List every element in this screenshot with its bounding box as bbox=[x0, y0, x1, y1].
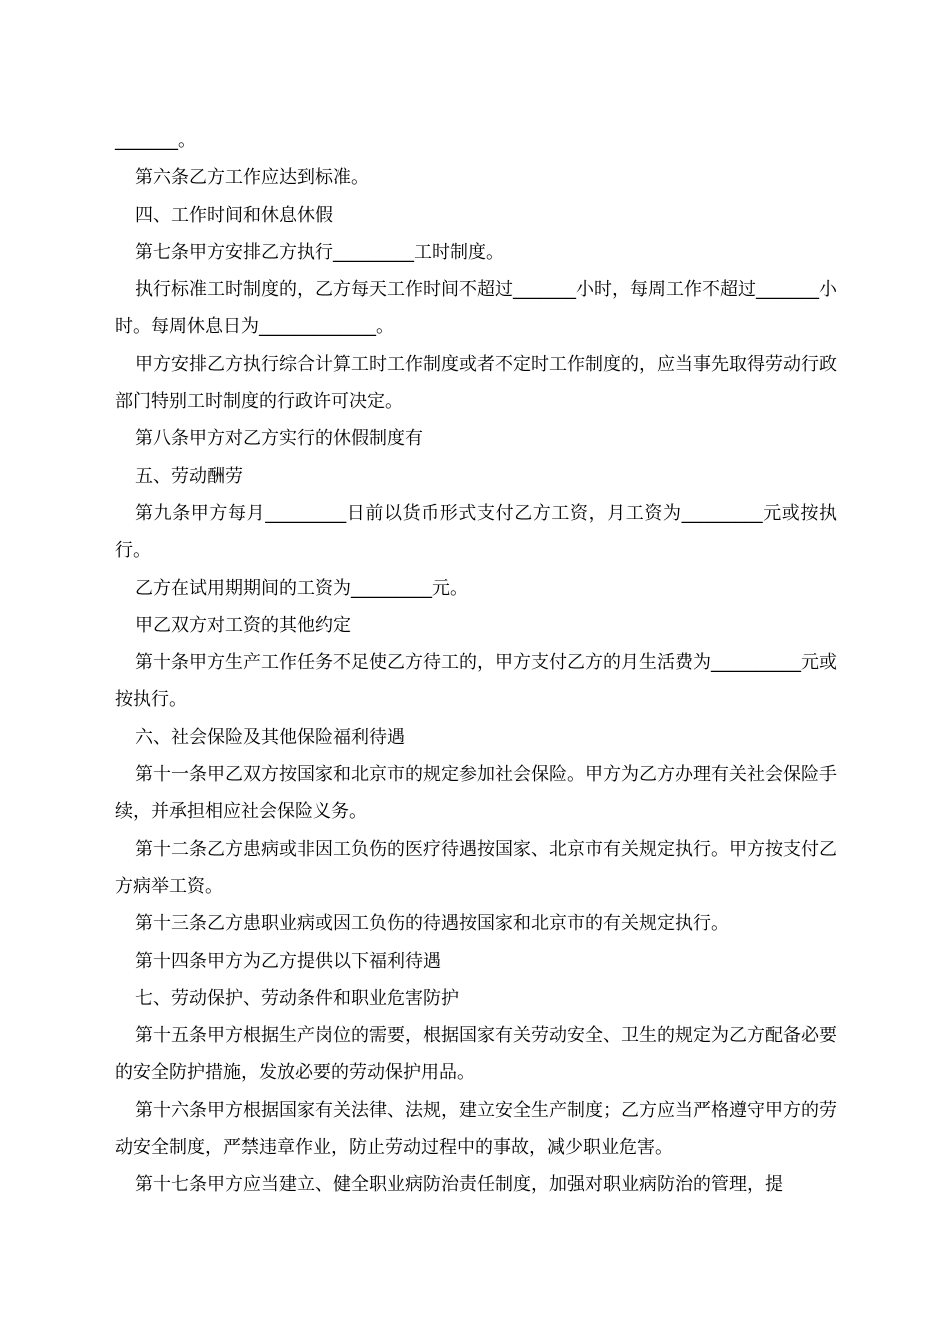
paragraph-article-14: 第十四条甲方为乙方提供以下福利待遇 bbox=[135, 950, 441, 972]
section-heading-work-hours: 四、工作时间和休息休假 bbox=[135, 204, 333, 226]
paragraph-article-16: 第十六条甲方根据国家有关法律、法规，建立安全生产制度；乙方应当严格遵守甲方的劳动安全制度，严禁违章作业，防止劳动过程中的事故，减少职业危害。 bbox=[115, 1099, 837, 1159]
paragraph-article-11: 第十一条甲乙双方按国家和北京市的规定参加社会保险。甲方为乙方办理有关社会保险手续，并承担相应社会保险义务。 bbox=[115, 764, 837, 823]
paragraph-article-10: 第十条甲方生产工作任务不足使乙方待工的，甲方支付乙方的月生活费为__________元或按执行。 bbox=[115, 652, 837, 711]
paragraph-standard-hours: 执行标准工时制度的，乙方每天工作时间不超过_______小时，每周工作不超过_______小时。每周休息日为_____________。 bbox=[115, 279, 837, 338]
section-heading-labor-protection: 七、劳动保护、劳动条件和职业危害防护 bbox=[135, 987, 459, 1009]
paragraph-article-13: 第十三条乙方患职业病或因工负伤的待遇按国家和北京市的有关规定执行。 bbox=[135, 913, 729, 935]
paragraph-probation-wage: 乙方在试用期期间的工资为_________元。 bbox=[135, 577, 468, 599]
paragraph-article-9: 第九条甲方每月_________日前以货币形式支付乙方工资，月工资为_________元或按执行。 bbox=[115, 502, 837, 562]
paragraph-special-hours: 甲方安排乙方执行综合计算工时工作制度或者不定时工作制度的，应当事先取得劳动行政部门特别工时制度的行政许可决定。 bbox=[115, 353, 837, 413]
paragraph-article-15: 第十五条甲方根据生产岗位的需要，根据国家有关劳动安全、卫生的规定为乙方配备必要的安全防护措施，发放必要的劳动保护用品。 bbox=[115, 1025, 837, 1084]
paragraph-blank-line: _______。 bbox=[115, 130, 196, 151]
section-heading-social-insurance: 六、社会保险及其他保险福利待遇 bbox=[135, 726, 405, 748]
paragraph-article-7: 第七条甲方安排乙方执行_________工时制度。 bbox=[135, 241, 504, 263]
document-body bbox=[115, 122, 837, 1204]
section-heading-remuneration: 五、劳动酬劳 bbox=[135, 465, 243, 487]
paragraph-article-8: 第八条甲方对乙方实行的休假制度有 bbox=[135, 428, 423, 450]
paragraph-article-17: 第十七条甲方应当建立、健全职业病防治责任制度，加强对职业病防治的管理，提 bbox=[135, 1174, 783, 1196]
paragraph-article-12: 第十二条乙方患病或非因工负伤的医疗待遇按国家、北京市有关规定执行。甲方按支付乙方病举工资。 bbox=[115, 838, 837, 897]
paragraph-other-wage-terms: 甲乙双方对工资的其他约定 bbox=[135, 614, 351, 636]
paragraph-article-6: 第六条乙方工作应达到标准。 bbox=[135, 167, 369, 189]
